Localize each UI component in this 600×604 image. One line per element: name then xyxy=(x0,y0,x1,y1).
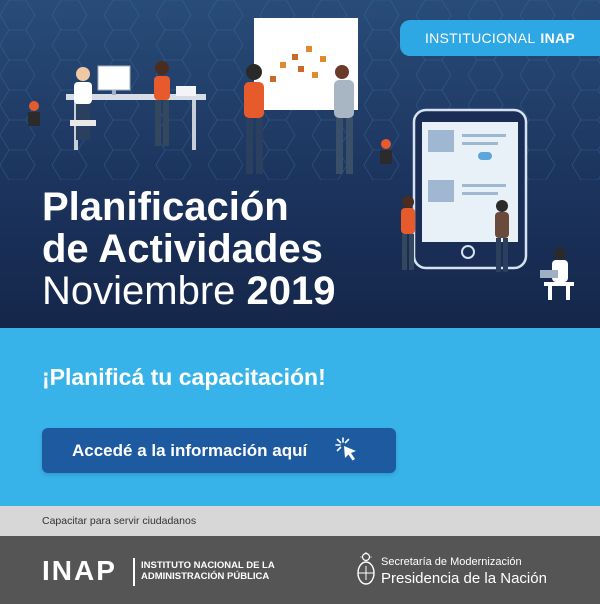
inap-logo: INAP xyxy=(42,555,117,586)
slogan: ¡Planificá tu capacitación! xyxy=(42,364,326,390)
title-line-1: Planificación xyxy=(42,185,289,229)
pointer-click-icon xyxy=(334,436,362,464)
logo-divider xyxy=(133,558,135,586)
title-year: 2019 xyxy=(246,269,336,313)
institute-line-2: ADMINISTRACIÓN PÚBLICA xyxy=(141,571,270,582)
info-button[interactable] xyxy=(42,428,396,473)
title-month: Noviembre xyxy=(42,269,236,313)
badge-prefix: INSTITUCIONAL xyxy=(424,30,536,46)
argentina-shield-icon xyxy=(356,552,376,588)
badge-strong: INAP xyxy=(540,30,576,46)
footer xyxy=(0,536,600,604)
institute-line-1: INSTITUTO NACIONAL DE LA xyxy=(141,560,275,571)
cta-section xyxy=(0,328,600,506)
info-button-label: Accedé a la información aquí xyxy=(72,440,308,460)
gov-presidency: Presidencia de la Nación xyxy=(381,570,547,587)
title-line-2: de Actividades xyxy=(42,227,323,271)
institute-name xyxy=(141,560,275,582)
gov-secretariat: Secretaría de Modernización xyxy=(381,556,522,568)
institutional-badge xyxy=(400,20,600,56)
title-line-3 xyxy=(42,267,336,315)
tagline-bar xyxy=(0,506,600,536)
tagline: Capacitar para servir ciudadanos xyxy=(42,515,197,527)
